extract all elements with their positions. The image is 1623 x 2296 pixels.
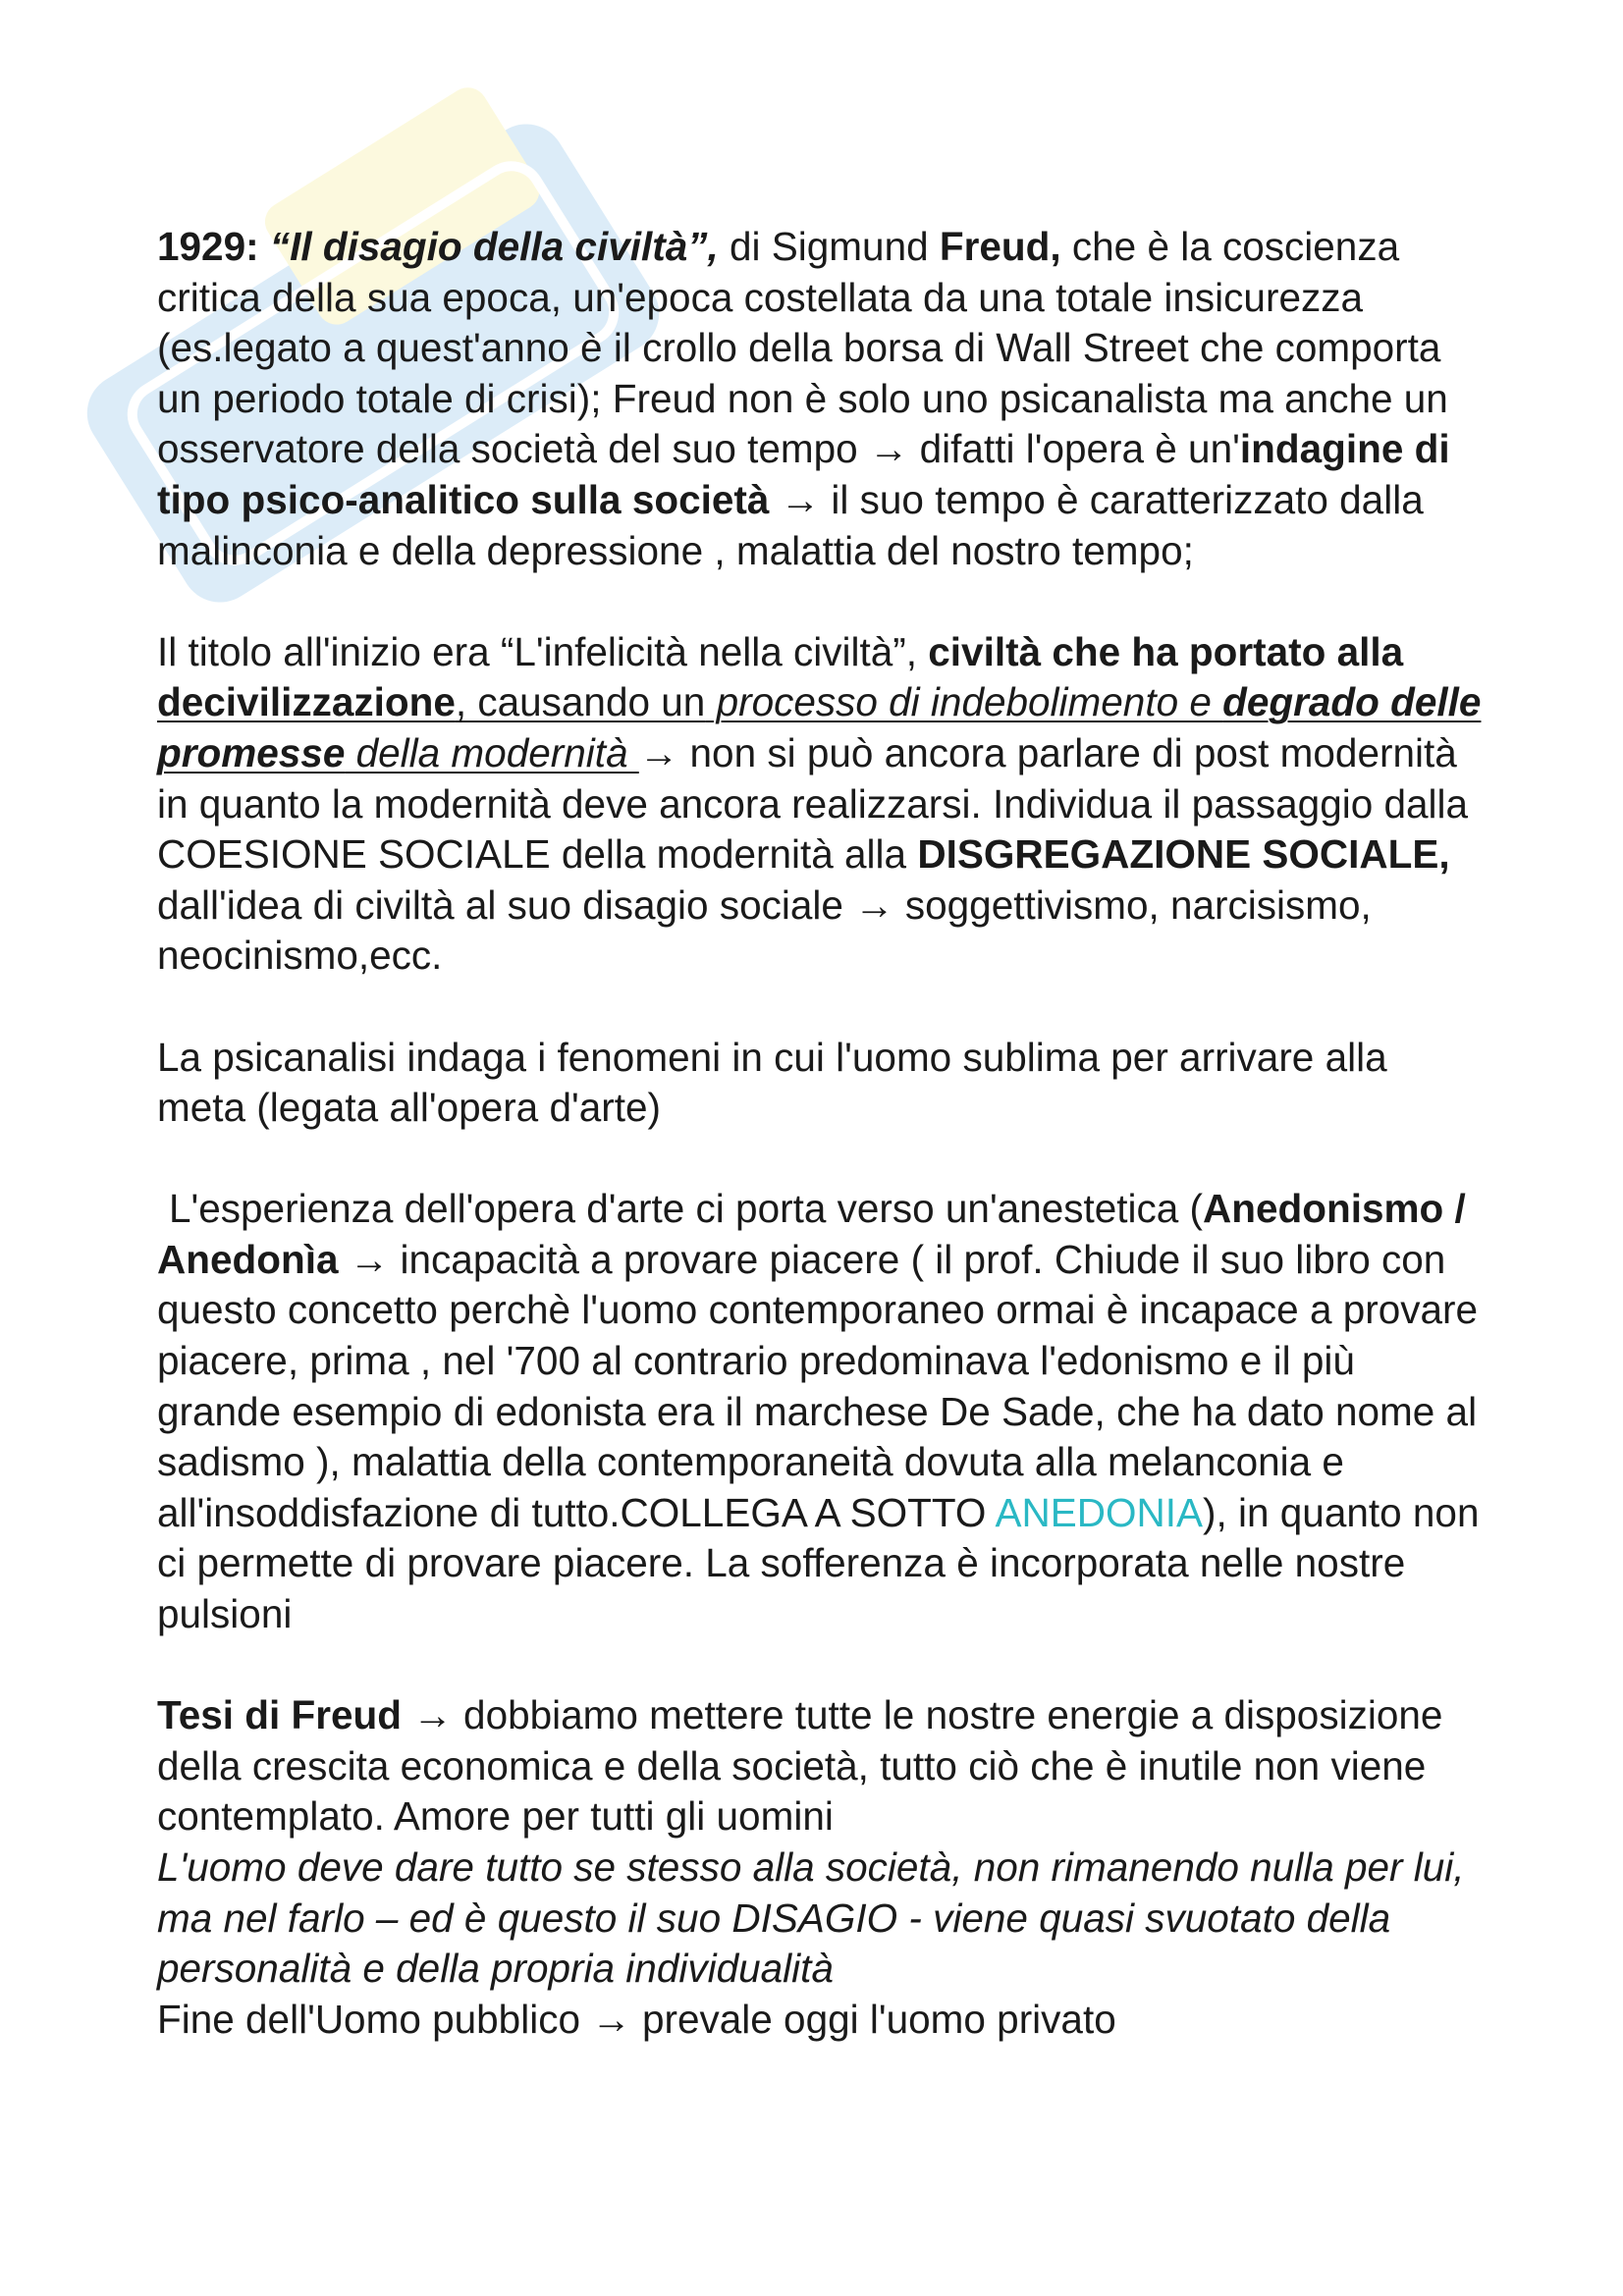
author-name: Freud,	[939, 224, 1061, 269]
paragraph-psicanalisi: La psicanalisi indaga i fenomeni in cui l'uomo sublima per arrivare alla meta (legata all'opera d'arte)	[157, 1034, 1387, 1131]
year: 1929:	[157, 224, 259, 269]
document-body	[157, 222, 1483, 2045]
paragraph-title-origin: Il titolo all'inizio era “L'infelicità nella civiltà”, civiltà che ha portato alla decivilizzazione, causando un processo di indebolimento e degrado delle promesse della modernità → non si può ancora parlare di post modernità in quanto la modernità deve ancora realizzarsi. Individua il passaggio dalla COESIONE SOCIALE della modernità alla DISGREGAZIONE SOCIALE, dall'idea di civiltà al suo disagio sociale → soggettivismo, narcisismo, neocinismo,ecc.	[157, 628, 1482, 979]
anedonia-term: Anedonismo / Anedonìa	[157, 1186, 1466, 1282]
paragraph-anedonia: L'esperienza dell'opera d'arte ci porta verso un'anestetica (Anedonismo / Anedonìa → incapacità a provare piacere ( il prof. Chiude il suo libro con questo concetto perchè l'uomo contemporaneo ormai è incapace a provare piacere, prima , nel '700 al contrario predominava l'edonismo e il più grande esempio di edonista era il marchese De Sade, che ha dato nome al sadismo ), malattia della contemporaneità dovuta alla melanconia e all'insoddisfazione di tutto.COLLEGA A SOTTO ANEDONIA), in quanto non ci permette di provare piacere. La sofferenza è incorporata nelle nostre pulsioni	[157, 1186, 1480, 1637]
book-title: “Il disagio della civiltà”,	[269, 224, 719, 269]
anedonia-link: ANEDONIA	[995, 1489, 1203, 1535]
paragraph-tesi-freud: Tesi di Freud → dobbiamo mettere tutte le nostre energie a disposizione della crescita economica e della società, tutto ciò che è inutile non viene contemplato. Amore per tutti gli uomini L'uomo deve dare tutto se stesso alla società, non rimanendo nulla per lui, ma nel farlo – ed è questo il suo DISAGIO - viene quasi svuotato della personalità e della propria individualità Fine dell'Uomo pubblico → prevale oggi l'uomo privato	[157, 1692, 1465, 2042]
paragraph-freud-intro: 1929: “Il disagio della civiltà”, di Sigmund Freud, che è la coscienza critica della sua epoca, un'epoca costellata da una totale insicurezza (es.legato a quest'anno è il crollo della borsa di Wall Street che comporta un periodo totale di crisi); Freud non è solo uno psicanalista ma anche un osservatore della società del suo tempo → difatti l'opera è un'indagine di tipo psico-analitico sulla società → il suo tempo è caratterizzato dalla malinconia e della depressione , malattia del nostro tempo;	[157, 224, 1450, 573]
